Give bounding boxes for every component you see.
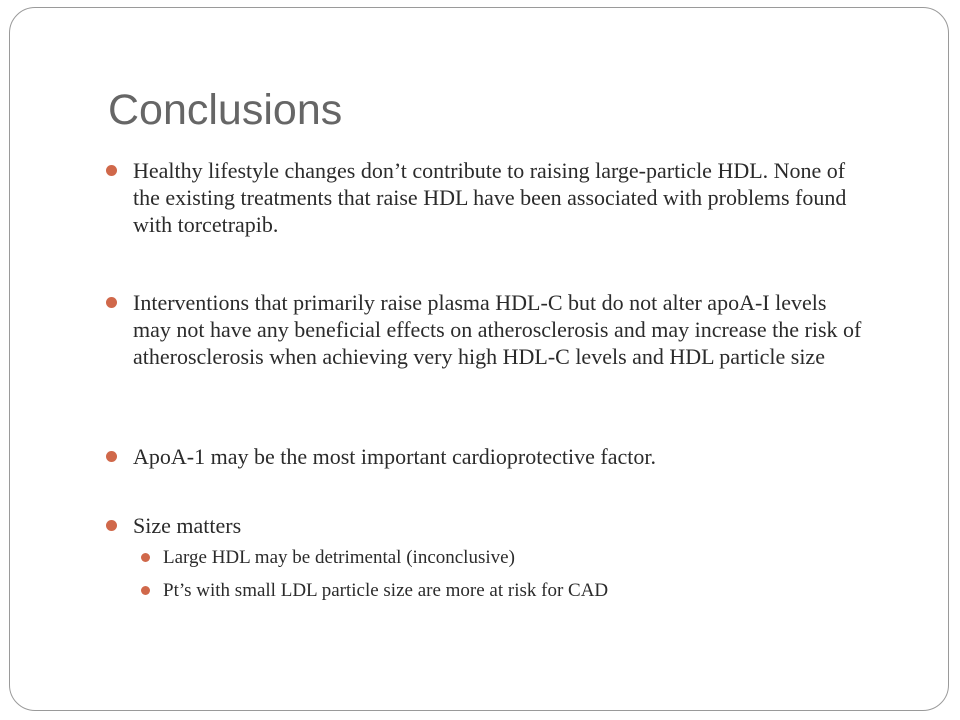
bullet-item (133, 443, 863, 470)
slide-title: Conclusions (108, 86, 343, 134)
bullet-item (133, 512, 863, 539)
bullet-item (133, 289, 863, 370)
bullet-text: Size matters (133, 513, 242, 538)
sub-bullet-item (163, 545, 823, 570)
bullet-text: Interventions that primarily raise plasma HDL-C but do not alter apoA-I levels may not have any beneficial effects on atherosclerosis and may increase the risk of atherosclerosis when achieving very high HDL-C levels and HDL particle size (133, 290, 862, 369)
bullet-text: ApoA-1 may be the most important cardioprotective factor. (133, 444, 656, 469)
sub-bullet-dot-icon (141, 586, 150, 595)
bullet-dot-icon (106, 520, 117, 531)
sub-bullet-text: Pt’s with small LDL particle size are more at risk for CAD (163, 580, 609, 601)
sub-bullet-dot-icon (141, 553, 150, 562)
bullet-dot-icon (106, 165, 117, 176)
sub-bullet-item (163, 578, 823, 603)
bullet-dot-icon (106, 451, 117, 462)
bullet-dot-icon (106, 297, 117, 308)
sub-bullet-text: Large HDL may be detrimental (inconclusive) (163, 547, 515, 568)
bullet-text: Healthy lifestyle changes don’t contribute to raising large-particle HDL. None of the existing treatments that raise HDL have been associated with problems found with torcetrapib. (133, 158, 847, 237)
bullet-item (133, 157, 863, 238)
